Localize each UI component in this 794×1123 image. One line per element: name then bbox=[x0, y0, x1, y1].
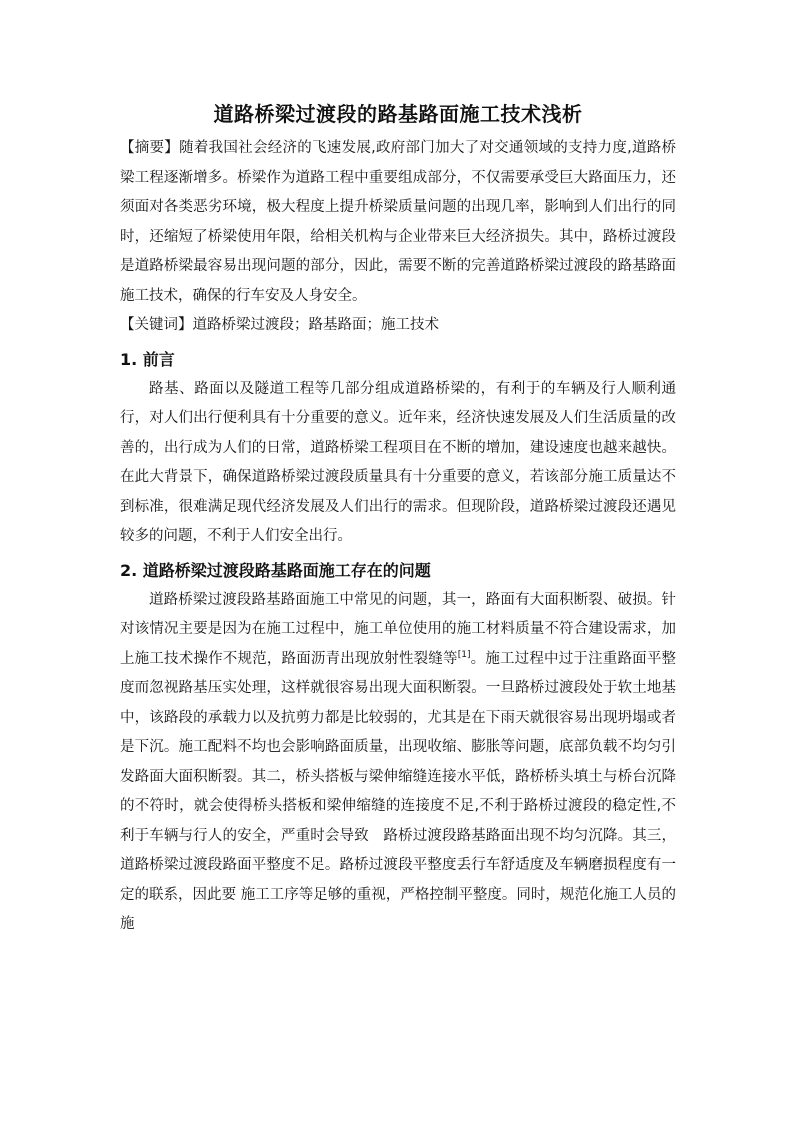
document-title: 道路桥梁过渡段的路基路面施工技术浅析 bbox=[213, 102, 583, 126]
document-page bbox=[120, 100, 676, 940]
section-2-paragraph bbox=[120, 586, 676, 940]
keywords-label: 【关键词】 bbox=[120, 317, 193, 333]
citation-marker: [1] bbox=[457, 649, 471, 660]
abstract-label: 【摘要】 bbox=[120, 140, 180, 156]
keywords-paragraph bbox=[120, 311, 676, 341]
section-2-text-part2: 。施工过程中过于注重路面平整度而忽视路基压实处理，这样就很容易出现大面积断裂。一旦路桥过渡段处于软土地基中，该路段的承载力以及抗剪力都是比较弱的，尤其是在下雨天就很容易出现坍塌或者是下沉。施工配料不均也会影响路面质量，出现收缩、膨胀等问题，底部负载不均匀引发路面大面积断裂。其二，桥头搭板与梁伸缩缝连接水平低，路桥桥头填土与桥台沉降的不符时，就会使得桥头搭板和梁伸缩缝的连接度不足,不利于路桥过渡段的稳定性,不利于车辆与行人的安全，严重时会导致 路桥过渡段路基路面出现不均匀沉降。其三，道路桥梁过渡段路面平整度不足。路桥过渡段平整度丢行车舒适度及车辆磨损程度有一定的联系，因此要 施工工序等足够的重视，严格控制平整度。同时，规范化施工人员的施 bbox=[120, 650, 677, 932]
abstract-text: 随着我国社会经济的飞速发展,政府部门加大了对交通领域的支持力度,道路桥梁工程逐渐增多。桥梁作为道路工程中重要组成部分，不仅需要承受巨大路面压力，还须面对各类恶劣环境，极大程度上提升桥梁质量问题的出现几率，影响到人们出行的同时，还缩短了桥梁使用年限，给相关机构与企业带来巨大经济损失。其中，路桥过渡段是道路桥梁最容易出现问题的部分，因此，需要不断的完善道路桥梁过渡段的路基路面施工技术，确保的行车安及人身安全。 bbox=[120, 140, 677, 304]
section-1-paragraph: 路基、路面以及隧道工程等几部分组成道路桥梁的，有利于的车辆及行人顺利通行，对人们出行便利具有十分重要的意义。近年来，经济快速发展及人们生活质量的改善的，出行成为人们的日常，道路桥梁工程项目在不断的增加，建设速度也越来越快。在此大背景下，确保道路桥梁过渡段质量具有十分重要的意义，若该部分施工质量达不到标准，很难满足现代经济发展及人们出行的需求。但现阶段，道路桥梁过渡段还遇见较多的问题，不利于人们安全出行。 bbox=[120, 380, 676, 544]
section-1-heading: 1. 前言 bbox=[120, 349, 175, 369]
section-2-text-part1: 道路桥梁过渡段路基路面施工中常见的问题，其一，路面有大面积断裂、破损。针对该情况主要是因为在施工过程中，施工单位使用的施工材料质量不符合建设需求，加上施工技术操作不规范，路面沥青出现放射性裂缝等 bbox=[120, 591, 676, 667]
keywords-text: 道路桥梁过渡段；路基路面；施工技术 bbox=[192, 317, 439, 333]
abstract-paragraph bbox=[120, 134, 676, 311]
section-2-heading: 2. 道路桥梁过渡段路基路面施工存在的问题 bbox=[120, 560, 431, 580]
